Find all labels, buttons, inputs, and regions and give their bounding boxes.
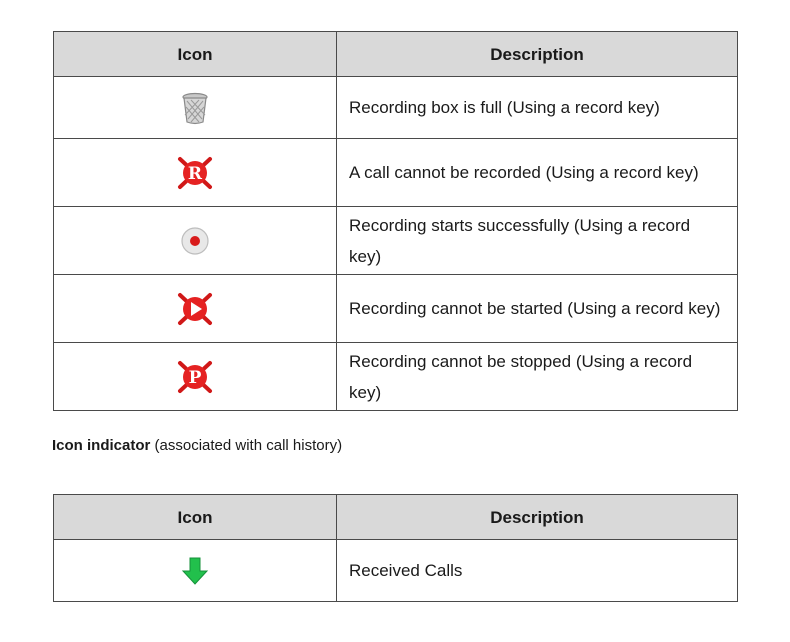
- svg-text:R: R: [187, 163, 203, 184]
- caption-rest: (associated with call history): [150, 437, 343, 454]
- table-header-row: [54, 32, 738, 77]
- row-description: Recording cannot be started (Using a record key): [337, 275, 738, 343]
- header-icon: Icon: [54, 495, 337, 540]
- trash-bin-icon: [180, 91, 210, 125]
- pause-p-cross-icon: [177, 360, 213, 394]
- row-description: A call cannot be recorded (Using a record key): [337, 139, 738, 207]
- table-row: [54, 207, 738, 275]
- row-description: Received Calls: [337, 540, 738, 602]
- row-description: Recording cannot be stopped (Using a record key): [337, 343, 738, 411]
- table-row: [54, 343, 738, 411]
- record-dot-icon: [180, 226, 210, 256]
- section-caption: [52, 437, 342, 454]
- recording-icons-table: [53, 31, 738, 411]
- play-cross-icon: [177, 292, 213, 326]
- row-description: Recording box is full (Using a record key): [337, 77, 738, 139]
- table-row: [54, 77, 738, 139]
- record-r-cross-icon: [177, 156, 213, 190]
- header-description: Description: [337, 495, 738, 540]
- row-description: Recording starts successfully (Using a record key): [337, 207, 738, 275]
- call-history-icons-table: [53, 494, 738, 602]
- received-call-arrow-icon: [181, 556, 209, 586]
- header-icon: Icon: [54, 32, 337, 77]
- table-row: [54, 275, 738, 343]
- table-header-row: [54, 495, 738, 540]
- table-row: [54, 139, 738, 207]
- svg-text:P: P: [188, 367, 202, 388]
- table-row: [54, 540, 738, 602]
- header-description: Description: [337, 32, 738, 77]
- caption-bold: Icon indicator: [52, 437, 151, 454]
